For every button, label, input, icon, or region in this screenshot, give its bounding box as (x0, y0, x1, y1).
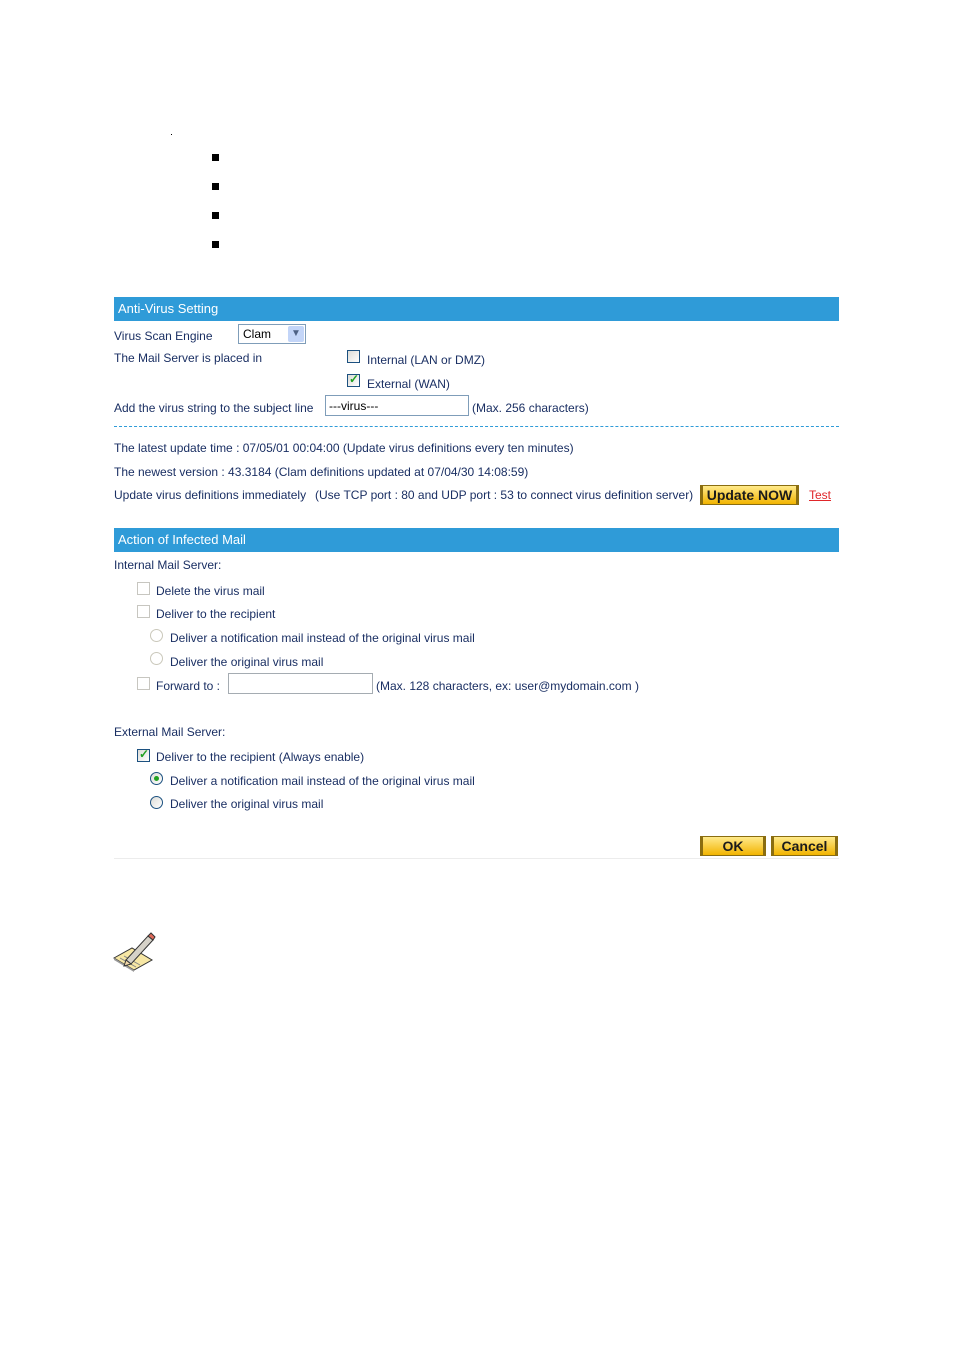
original-label: Deliver the original virus mail (170, 655, 324, 669)
forward-hint: (Max. 128 characters, ex: user@mydomain.com ) (376, 679, 639, 693)
external-mail-server-label: External Mail Server: (114, 725, 226, 739)
update-now-button[interactable]: Update NOW (700, 485, 799, 505)
check-icon: ✓ (349, 372, 360, 386)
ext-deliver-checkbox[interactable] (137, 749, 150, 762)
latest-update-text: The latest update time : 07/05/01 00:04:00 (Update virus definitions every ten minutes) (114, 441, 574, 455)
ext-deliver-label: Deliver to the recipient (Always enable) (156, 750, 365, 764)
bullet-2 (212, 183, 219, 190)
ext-notify-label: Deliver a notification mail instead of the original virus mail (170, 774, 475, 788)
bullet-3 (212, 212, 219, 219)
radio-selected-dot (154, 776, 159, 781)
deliver-recipient-label: Deliver to the recipient (156, 607, 276, 621)
ext-notify-radio[interactable] (150, 772, 163, 785)
subject-label: Add the virus string to the subject line (114, 401, 314, 415)
update-label: Update virus definitions immediately (114, 488, 307, 502)
internal-option-label: Internal (LAN or DMZ) (367, 353, 486, 367)
forward-input[interactable] (228, 673, 373, 694)
ok-button[interactable]: OK (700, 836, 766, 856)
scan-engine-value: Clam (243, 327, 272, 341)
bullet-4 (212, 241, 219, 248)
internal-mail-server-label: Internal Mail Server: (114, 558, 222, 572)
scan-engine-select[interactable] (238, 324, 306, 344)
external-checkbox[interactable] (347, 374, 360, 387)
deliver-recipient-checkbox[interactable] (137, 605, 150, 618)
ext-original-label: Deliver the original virus mail (170, 797, 324, 811)
newest-version-text: The newest version : 43.3184 (Clam definitions updated at 07/04/30 14:08:59) (114, 465, 529, 479)
antivirus-header: Anti-Virus Setting (114, 297, 839, 321)
ext-original-radio[interactable] (150, 796, 163, 809)
bullet-1 (212, 154, 219, 161)
scan-engine-label: Virus Scan Engine (114, 329, 213, 343)
test-link[interactable]: Test (809, 488, 832, 502)
notify-radio[interactable] (150, 629, 163, 642)
footer-divider (114, 858, 839, 859)
note-pencil-icon (112, 930, 156, 972)
action-header: Action of Infected Mail (114, 528, 839, 552)
divider (114, 426, 839, 427)
subject-input[interactable] (325, 395, 469, 416)
update-hint: (Use TCP port : 80 and UDP port : 53 to connect virus definition server) (315, 488, 694, 502)
forward-checkbox[interactable] (137, 677, 150, 690)
forward-label: Forward to : (156, 679, 221, 693)
chevron-down-icon[interactable]: ▼ (288, 326, 304, 342)
check-icon: ✓ (139, 747, 150, 761)
original-radio[interactable] (150, 652, 163, 665)
leading-dot (171, 134, 172, 135)
delete-virus-checkbox[interactable] (137, 582, 150, 595)
delete-virus-label: Delete the virus mail (156, 584, 265, 598)
notify-label: Deliver a notification mail instead of the original virus mail (170, 631, 475, 645)
internal-checkbox[interactable] (347, 350, 360, 363)
external-option-label: External (WAN) (367, 377, 450, 391)
cancel-button[interactable]: Cancel (771, 836, 838, 856)
mail-server-label: The Mail Server is placed in (114, 351, 263, 365)
subject-hint: (Max. 256 characters) (472, 401, 589, 415)
